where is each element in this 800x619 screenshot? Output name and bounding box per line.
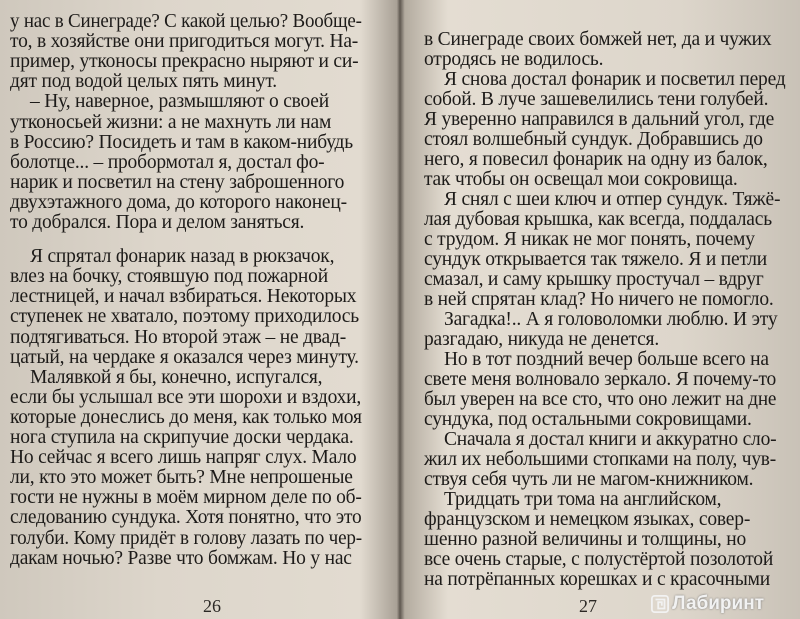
text-line: следованию сундука. Хотя понятно, что это <box>10 507 362 529</box>
left-page <box>0 0 398 619</box>
text-line: французском и немецком языках, совер- <box>424 509 751 530</box>
text-line: все очень старые, с полустёртой позолотой <box>424 549 774 570</box>
page-number: 27 <box>579 596 597 616</box>
text-line: шенно разной величины и толщины, но <box>424 529 747 550</box>
text-line: так чтобы он освещал мои сокровища. <box>424 169 738 190</box>
text-line: пример, утконосы прекрасно ныряют и си- <box>10 51 359 73</box>
text-line: болотце... – пробормотал я, достал фо- <box>10 151 325 173</box>
text-line: утконосьей жизни: а не махнуть ли нам <box>10 111 332 133</box>
text-line: в Синеграде своих бомжей нет, да и чужих <box>424 29 772 50</box>
text-line: Но в тот поздний вечер больше всего на <box>444 349 769 370</box>
text-line: – Ну, наверное, размышляют о своей <box>30 91 330 113</box>
text-line: сундук открывается так тяжело. Я и петли <box>424 249 768 270</box>
text-line: двухэтажного дома, до которого наконец- <box>10 191 347 213</box>
text-line: него, я повесил фонарик на одну из балок, <box>424 149 768 170</box>
text-line: влез на бочку, стоявшую под пожарной <box>10 266 328 288</box>
text-line: в Россию? Посидеть и там в каком-нибудь <box>10 131 353 153</box>
text-line: отродясь не водилось. <box>424 49 604 70</box>
text-line: Я снова достал фонарик и посветил перед <box>444 69 786 90</box>
text-line: собой. В луче зашевелились тени голубей. <box>424 89 769 110</box>
text-line: разгадаю, никуда не денется. <box>424 329 659 350</box>
text-line: нарик и посветил на стену заброшенного <box>10 171 345 193</box>
text-line: ступенек не хватало, поэтому приходилось <box>10 306 359 328</box>
text-line: Я снял с шеи ключ и отпер сундук. Тяжё- <box>444 189 781 210</box>
text-line: Загадка!.. А я головоломки люблю. И эту <box>444 309 778 330</box>
text-line: дакам ночью? Разве что бомжам. Но у нас <box>10 547 352 569</box>
text-line: был уверен на все сто, что оно лежит на дне <box>424 389 777 410</box>
text-line: Я спрятал фонарик назад в рюкзачок, <box>30 246 335 268</box>
text-line: то, в хозяйстве они пригодиться могут. На- <box>10 31 359 53</box>
labirint-logo-icon <box>651 595 669 613</box>
text-line: которые донеслись до меня, как только моя <box>10 406 362 428</box>
text-line: голуби. Кому придёт в голову лазать по чер- <box>10 527 362 549</box>
text-line: подтягиваться. Но второй этаж – не двад- <box>10 326 347 348</box>
text-line: если бы услышал все эти шорохи и вздохи, <box>10 386 362 408</box>
watermark-text: Лабиринт <box>672 593 764 614</box>
text-line: ли, кто это может быть? Мне непрошеные <box>10 467 353 489</box>
text-line: лая дубовая крышка, как всегда, поддалась <box>424 209 772 230</box>
text-line: Но сейчас я всего лишь напряг слух. Мало <box>10 447 357 469</box>
text-line: с трудом. Я никак не мог понять, почему <box>424 229 755 250</box>
text-line: Малявкой я бы, конечно, испугался, <box>30 366 323 388</box>
page-number: 26 <box>203 596 221 616</box>
text-line: цатый, на чердаке я оказался через минуту. <box>10 346 359 368</box>
text-line: на потрёпанных корешках и с красочными <box>424 569 770 590</box>
text-line: в ней спрятан клад? Но ничего не помогло. <box>424 289 774 310</box>
text-line: свете меня волновало зеркало. Я почему-то <box>424 369 777 390</box>
text-line: Сначала я достал книги и аккуратно сло- <box>444 429 777 450</box>
text-line: Тридцать три тома на английском, <box>444 489 722 510</box>
text-line: Я уверенно направился в дальний угол, где <box>424 109 775 130</box>
text-line: гости не нужны в моём мирном деле по об- <box>10 487 362 509</box>
text-line: ствуя себя чуть ли не магом-книжником. <box>424 469 754 490</box>
text-line: у нас в Синеграде? С какой целью? Вообще- <box>10 11 362 32</box>
text-line: сундука, под остальными сокровищами. <box>424 409 752 430</box>
text-line: смазал, и саму крышку простучал – вдруг <box>424 269 764 290</box>
labirint-watermark <box>651 593 764 615</box>
text-line: стоял волшебный сундук. Добравшись до <box>424 129 763 150</box>
text-line: лестницей, и начал взбираться. Некоторых <box>10 286 357 308</box>
text-line: нога ступила на скрипучие доски чердака. <box>10 427 354 448</box>
text-line: жил их небольшими стопками на полу, чув- <box>424 449 776 470</box>
text-line: дят под водой целых пять минут. <box>10 71 277 93</box>
text-line: то добрался. Пора и делом заняться. <box>10 212 305 233</box>
right-page <box>402 0 800 619</box>
